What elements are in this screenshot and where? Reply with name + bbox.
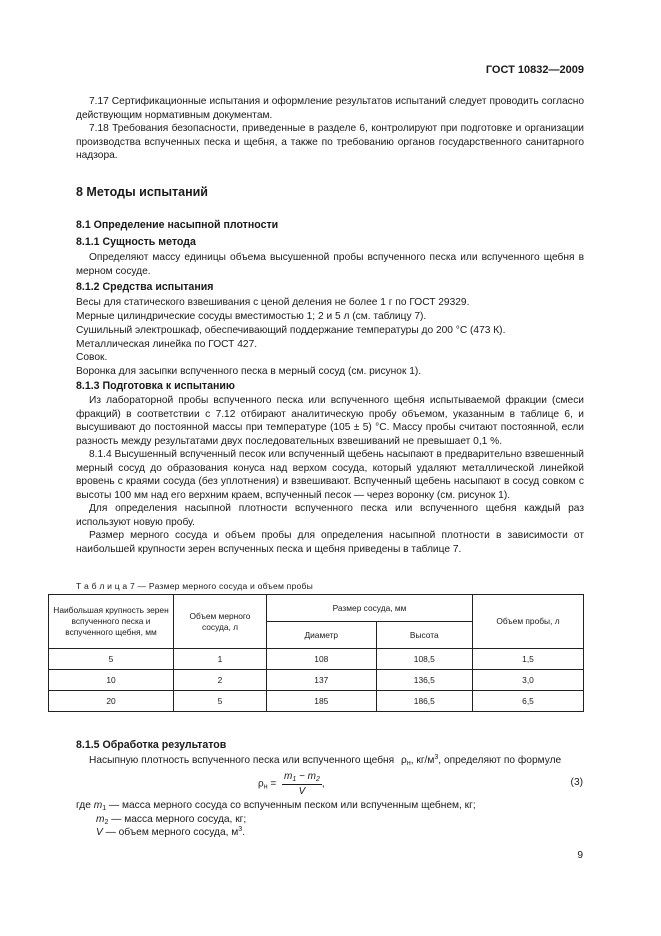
var: m [93,800,103,811]
formula-lhs-subscript: н [263,783,268,791]
text: , кг/м [410,755,435,766]
table-cell: 3,0 [473,670,584,691]
equipment-item: Металлическая линейка по ГОСТ 427. [76,339,258,350]
table-cell: 2 [174,670,267,691]
equation-number: (3) [570,777,583,788]
var-subscript: 2 [104,819,109,826]
text: где [76,800,94,811]
table-cell: 137 [267,670,377,691]
var: m [283,771,293,782]
where-item [96,813,246,827]
table-row [49,670,584,691]
subsection-title-8-1: 8.1 Определение насыпной плотности [76,219,279,231]
formula-3 [258,770,325,798]
table-row [49,691,584,712]
symbol: ρ [401,755,407,766]
table-cell: 6,5 [473,691,584,712]
text: — масса мерного сосуда, кг; [108,814,247,825]
var: − m [296,771,316,782]
formula-numerator [282,770,322,785]
equipment-item: Мерные цилиндрические сосуды вместимостью 1; 2 и 5 л (см. таблицу 7). [76,311,427,322]
subsection-title-8-1-2: 8.1.2 Средства испытания [76,281,214,293]
table-cell: 108 [267,649,377,670]
text: , определяют по формуле [438,755,562,766]
text: Насыпную плотность вспученного песка или вспученного щебня [89,755,395,766]
table-cell: 1,5 [473,649,584,670]
column-header-grain-size: Наибольшая крупность зерен вспученного песка и вспученного щебня, мм [49,595,174,649]
table-cell: 10 [49,670,174,691]
table-cell: 108,5 [376,649,472,670]
paragraph-7-18: 7.18 Требования безопасности, приведенные в разделе 6, контролируют при подготовке и организации производства вспученных песка и щебня, а также по требованию органов государственного санитарного надзора. [76,123,584,161]
table-cell: 186,5 [376,691,472,712]
text-superscript: 3 [238,826,243,833]
formula-fraction [282,770,322,798]
column-header-vessel-size: Размер сосуда, мм [267,595,473,622]
var-subscript: 2 [315,776,320,783]
page-number: 9 [577,850,583,861]
table-cell: 1 [174,649,267,670]
paragraph-8-1-4: 8.1.4 Высушенный вспученный песок или вспученный щебень насыпают в предварительно взвешенный мерный сосуд до образования конуса над верхом сосуда, который удаляют металлической линейкой вровень с краями сосуда (без уплотнения) и взвешивают. Вспученный щебень насыпают в сосуд совком с высоты 100 мм над его верхним краем, вспученный песок — через воронку (см. рисунок 1). [76,449,584,501]
var-subscript: 1 [292,776,297,783]
formula-lhs: ρ [258,778,264,790]
table-caption: Т а б л и ц а 7 — Размер мерного сосуда и объем пробы [76,581,313,591]
var: V [96,827,103,838]
var-subscript: 1 [102,805,107,812]
paragraph-7-17: 7.17 Сертификационные испытания и оформление результатов испытаний следует проводить согласно действующим нормативным документам. [76,96,584,121]
paragraph-8-1-5 [89,754,561,768]
table-row [49,649,584,670]
document-header: ГОСТ 10832—2009 [485,64,584,76]
where-item [76,799,476,813]
paragraph-8-1-1: Определяют массу единицы объема высушенной пробы вспученного песка или вспученного щебня в мерном сосуде. [76,252,584,277]
text: . [242,827,246,838]
var: m [96,814,105,825]
table-cell: 5 [174,691,267,712]
text-superscript: 3 [434,754,439,761]
table-cell: 5 [49,649,174,670]
text: — объем мерного сосуда, м [102,827,239,838]
table-cell: 136,5 [376,670,472,691]
equipment-item: Весы для статического взвешивания с ценой деления не более 1 г по ГОСТ 29329. [76,297,470,308]
formula-comma: , [321,778,325,790]
table-7 [48,594,584,712]
section-title-8: 8 Методы испытаний [76,185,208,199]
column-header-vessel-volume: Объем мерного сосуда, л [174,595,267,649]
subsection-title-8-1-3: 8.1.3 Подготовка к испытанию [76,380,235,392]
equipment-item: Воронка для засыпки вспученного песка в мерный сосуд (см. рисунок 1). [76,366,422,377]
paragraph-8-1-3: Из лабораторной пробы вспученного песка или вспученного щебня испытываемой фракции (смеси фракций) в соответствии с 7.12 отбирают аналитическую пробу объемом, указанным в таблице 6, и высушивают до постоянной массы при температуре (105 ± 5) °С. Массу пробы считают постоянной, если разность между результатами двух последовательных взвешиваний не превышает 0,1 %. [76,395,584,447]
equipment-item: Совок. [76,352,108,363]
subsection-title-8-1-5: 8.1.5 Обработка результатов [76,739,227,751]
column-header-sample-volume: Объем пробы, л [473,595,584,649]
text: — масса мерного сосуда со вспученным песком или вспученным щебнем, кг; [106,800,476,811]
formula-denominator: V [298,785,306,797]
column-header-height: Высота [376,622,472,649]
table-cell: 185 [267,691,377,712]
equipment-item: Сушильный электрошкаф, обеспечивающий поддержание температуры до 200 °С (473 К). [76,325,506,336]
paragraph-new-sample: Для определения насыпной плотности вспученного песка или вспученного щебня каждый раз используют новую пробу. [76,503,584,528]
table-cell: 20 [49,691,174,712]
where-item [96,826,245,840]
symbol-subscript: н [406,760,411,767]
formula-equals: = [270,778,277,790]
column-header-diameter: Диаметр [267,622,377,649]
subsection-title-8-1-1: 8.1.1 Сущность метода [76,236,196,248]
paragraph-table-reference: Размер мерного сосуда и объем пробы для определения насыпной плотности в зависимости от наибольшей крупности зерен вспученных песка и щебня приведены в таблице 7. [76,530,584,555]
